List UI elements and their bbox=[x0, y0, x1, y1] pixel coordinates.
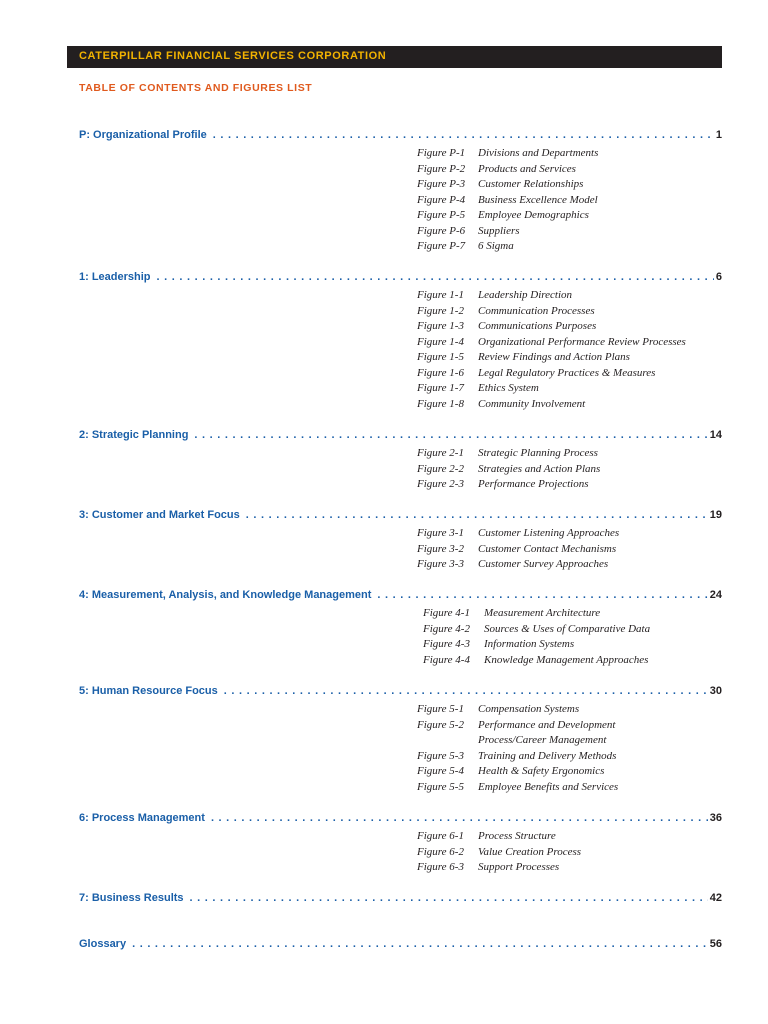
figure-list-item[interactable] bbox=[417, 382, 539, 397]
figure-title: Leadership Direction bbox=[478, 289, 572, 301]
figure-number: Figure 1-4 bbox=[417, 335, 464, 348]
figure-title: Suppliers bbox=[478, 224, 520, 237]
figure-title: Customer Contact Mechanisms bbox=[478, 542, 617, 555]
figure-list-item[interactable] bbox=[417, 240, 514, 255]
figure-number: Figure 4-2 bbox=[423, 622, 470, 635]
toc-entry[interactable] bbox=[79, 685, 722, 701]
figure-title: Performance and Development bbox=[478, 718, 616, 731]
figure-title: Knowledge Management Approaches bbox=[484, 653, 649, 666]
page-subtitle: TABLE OF CONTENTS AND FIGURES LIST bbox=[79, 82, 313, 94]
header-bar bbox=[67, 46, 722, 68]
toc-entry-title[interactable]: 3: Customer and Market Focus bbox=[79, 509, 240, 521]
figure-title: Value Creation Process bbox=[478, 845, 582, 858]
figure-number: Figure 2-3 bbox=[417, 478, 464, 490]
figure-number: Figure 6-3 bbox=[417, 861, 464, 873]
toc-entry[interactable] bbox=[79, 129, 722, 145]
toc-entry[interactable] bbox=[79, 892, 722, 908]
toc-entry-page-number: 19 bbox=[709, 509, 722, 521]
figure-number: Figure P-3 bbox=[417, 178, 466, 190]
figure-title: Training and Delivery Methods bbox=[478, 749, 617, 762]
figure-number: Figure 1-7 bbox=[417, 382, 464, 394]
figure-title: Compensation Systems bbox=[478, 703, 580, 715]
dot-leader bbox=[190, 892, 708, 904]
figure-list-item[interactable] bbox=[417, 703, 579, 718]
figure-list-item[interactable] bbox=[417, 750, 616, 765]
figure-number: Figure 5-3 bbox=[417, 749, 464, 762]
figure-list-item[interactable] bbox=[417, 320, 596, 335]
figure-list-item[interactable] bbox=[417, 781, 618, 796]
figure-number: Figure P-1 bbox=[417, 147, 466, 159]
dot-leader bbox=[157, 271, 714, 283]
figure-list-item[interactable] bbox=[423, 607, 600, 622]
figure-number: Figure 1-5 bbox=[417, 351, 464, 363]
figure-title: Performance Projections bbox=[478, 478, 589, 490]
figure-number: Figure 1-8 bbox=[417, 397, 464, 410]
figure-title: Customer Listening Approaches bbox=[478, 527, 620, 539]
toc-entry-title[interactable]: 1: Leadership bbox=[79, 271, 151, 283]
toc-entry-page-number: 1 bbox=[715, 129, 722, 141]
figure-number: Figure 1-2 bbox=[417, 304, 464, 317]
figure-title: Organizational Performance Review Processes bbox=[478, 335, 686, 348]
figure-list-item[interactable] bbox=[417, 209, 589, 224]
figure-number: Figure 3-2 bbox=[417, 542, 464, 555]
figure-number: Figure P-7 bbox=[417, 240, 466, 252]
figure-title: Communication Processes bbox=[478, 304, 595, 317]
toc-entry-page-number: 24 bbox=[709, 589, 722, 601]
toc-entry-page-number: 14 bbox=[709, 429, 722, 441]
figure-title: Ethics System bbox=[478, 382, 539, 394]
dot-leader bbox=[132, 938, 708, 950]
figure-list-item[interactable] bbox=[417, 734, 606, 749]
toc-entry-title[interactable]: Glossary bbox=[79, 938, 127, 950]
toc-entry-page-number: 42 bbox=[709, 892, 722, 904]
figure-title: Measurement Architecture bbox=[484, 607, 601, 619]
figure-title: Health & Safety Ergonomics bbox=[478, 765, 605, 777]
figure-title: Sources & Uses of Comparative Data bbox=[484, 622, 651, 635]
toc-entry-page-number: 56 bbox=[709, 938, 722, 950]
dot-leader bbox=[211, 812, 708, 824]
figure-number: Figure 5-2 bbox=[417, 718, 464, 731]
dot-leader bbox=[224, 685, 708, 697]
figure-title: Customer Survey Approaches bbox=[478, 558, 609, 570]
figure-number: Figure 1-3 bbox=[417, 320, 464, 332]
toc-entry-title[interactable]: 6: Process Management bbox=[79, 812, 205, 824]
figure-list-item[interactable] bbox=[417, 846, 581, 861]
figure-number: Figure 6-2 bbox=[417, 845, 464, 858]
toc-entry-page-number: 36 bbox=[709, 812, 722, 824]
figure-number: Figure 4-1 bbox=[423, 607, 470, 619]
figure-title: Divisions and Departments bbox=[478, 147, 599, 159]
figure-number: Figure 4-4 bbox=[423, 653, 470, 666]
figure-list-item[interactable] bbox=[417, 305, 595, 320]
figure-number: Figure 3-1 bbox=[417, 527, 464, 539]
figure-title: Community Involvement bbox=[478, 397, 586, 410]
dot-leader bbox=[246, 509, 708, 521]
toc-entry[interactable] bbox=[79, 812, 722, 828]
figure-number: Figure 1-1 bbox=[417, 289, 464, 301]
toc-entry[interactable] bbox=[79, 509, 722, 525]
figure-title: Support Processes bbox=[478, 861, 560, 873]
figure-title: Employee Demographics bbox=[478, 209, 589, 221]
figure-list-item[interactable] bbox=[417, 478, 588, 493]
figure-list-item[interactable] bbox=[417, 147, 598, 162]
toc-entry-title[interactable]: 4: Measurement, Analysis, and Knowledge Management bbox=[79, 589, 372, 601]
toc-entry-title[interactable]: 7: Business Results bbox=[79, 892, 184, 904]
toc-entry-title[interactable]: P: Organizational Profile bbox=[79, 129, 207, 141]
toc-entry[interactable] bbox=[79, 938, 722, 954]
figure-number: Figure 3-3 bbox=[417, 558, 464, 570]
figure-title: Process Structure bbox=[478, 830, 556, 842]
figure-title: Strategic Planning Process bbox=[478, 447, 598, 459]
toc-entry-page-number: 6 bbox=[715, 271, 722, 283]
figure-title: Business Excellence Model bbox=[478, 193, 598, 206]
figure-list-item[interactable] bbox=[417, 336, 686, 351]
figure-title: Strategies and Action Plans bbox=[478, 462, 601, 475]
figure-list-item[interactable] bbox=[423, 638, 574, 653]
figure-list-item[interactable] bbox=[417, 463, 600, 478]
figure-list-item[interactable] bbox=[417, 178, 583, 193]
figure-number: Figure 4-3 bbox=[423, 638, 470, 650]
figure-list-item[interactable] bbox=[417, 447, 598, 462]
figure-list-item[interactable] bbox=[423, 623, 650, 638]
figure-title: Information Systems bbox=[484, 638, 575, 650]
toc-entry-title[interactable]: 2: Strategic Planning bbox=[79, 429, 189, 441]
figure-list-item[interactable] bbox=[417, 527, 619, 542]
figure-title: Legal Regulatory Practices & Measures bbox=[478, 366, 656, 379]
figure-title: Process/Career Management bbox=[478, 734, 607, 746]
figure-title: Review Findings and Action Plans bbox=[478, 351, 630, 363]
figure-list-item[interactable] bbox=[423, 654, 648, 669]
figure-number: Figure P-6 bbox=[417, 224, 466, 237]
header-title: CATERPILLAR FINANCIAL SERVICES CORPORATION bbox=[79, 50, 387, 62]
figure-number: Figure 5-5 bbox=[417, 780, 464, 793]
dot-leader bbox=[194, 429, 707, 441]
figure-list-item[interactable] bbox=[417, 351, 630, 366]
figure-list-item[interactable] bbox=[417, 558, 608, 573]
figure-list-item[interactable] bbox=[417, 830, 556, 845]
figure-number: Figure 5-1 bbox=[417, 703, 464, 715]
figure-list-item[interactable] bbox=[417, 765, 604, 780]
toc-entry-title[interactable]: 5: Human Resource Focus bbox=[79, 685, 218, 697]
toc-entry[interactable] bbox=[79, 589, 722, 605]
figure-number: Figure P-5 bbox=[417, 209, 466, 221]
figure-list-item[interactable] bbox=[417, 543, 616, 558]
figure-list-item[interactable] bbox=[417, 289, 572, 304]
figure-title: Communications Purposes bbox=[478, 320, 597, 332]
figure-list-item[interactable] bbox=[417, 163, 576, 178]
figure-list-item[interactable] bbox=[417, 225, 520, 240]
figure-number: Figure P-4 bbox=[417, 193, 466, 206]
figure-list-item[interactable] bbox=[417, 398, 585, 413]
figure-list-item[interactable] bbox=[417, 719, 615, 734]
figure-list-item[interactable] bbox=[417, 861, 559, 876]
dot-leader bbox=[377, 589, 707, 601]
figure-title: Products and Services bbox=[478, 162, 576, 175]
figure-list-item[interactable] bbox=[417, 194, 598, 209]
figure-number: Figure 5-4 bbox=[417, 765, 464, 777]
figure-title: 6 Sigma bbox=[478, 240, 514, 252]
figure-list-item[interactable] bbox=[417, 367, 655, 382]
figure-number: Figure 6-1 bbox=[417, 830, 464, 842]
figure-number: Figure P-2 bbox=[417, 162, 466, 175]
figure-number: Figure 2-1 bbox=[417, 447, 464, 459]
figure-number: Figure 1-6 bbox=[417, 366, 464, 379]
dot-leader bbox=[213, 129, 714, 141]
toc-entry-page-number: 30 bbox=[709, 685, 722, 697]
toc-entry[interactable] bbox=[79, 271, 722, 287]
toc-entry[interactable] bbox=[79, 429, 722, 445]
figure-number: Figure 2-2 bbox=[417, 462, 464, 475]
figure-title: Employee Benefits and Services bbox=[478, 780, 619, 793]
figure-title: Customer Relationships bbox=[478, 178, 584, 190]
